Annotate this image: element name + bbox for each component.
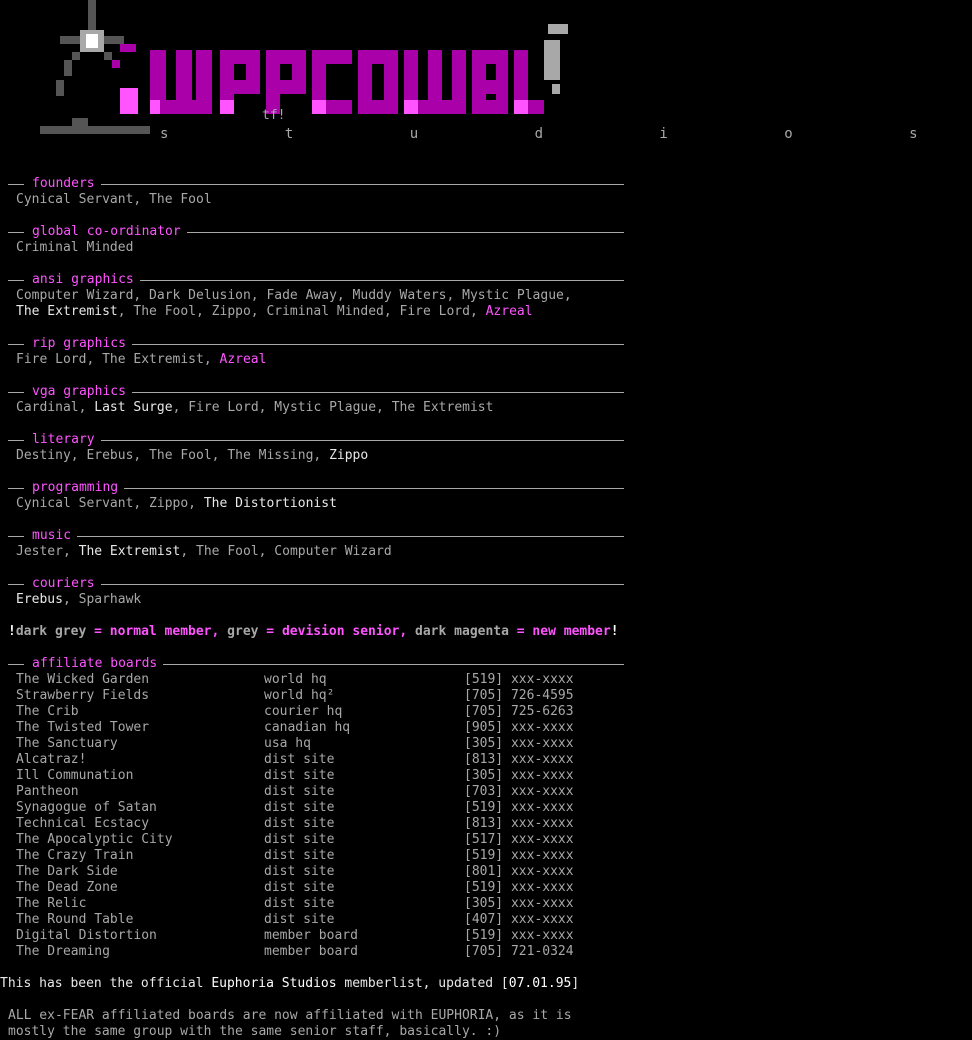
board-row bbox=[0, 848, 640, 864]
board-phone: [705] 726-4595 bbox=[464, 688, 574, 703]
board-phone: [519] xxx-xxxx bbox=[464, 672, 574, 687]
board-type: world hq bbox=[264, 672, 327, 687]
member-names: The Distortionist bbox=[203, 496, 337, 511]
board-row bbox=[0, 736, 640, 752]
board-type: dist site bbox=[264, 832, 335, 847]
board-phone: [519] xxx-xxxx bbox=[464, 800, 574, 815]
board-name: The Twisted Tower bbox=[16, 720, 150, 735]
board-type: dist site bbox=[264, 784, 335, 799]
footer-suffix: ] bbox=[571, 976, 580, 991]
section-title: rip graphics bbox=[32, 336, 132, 352]
member-line bbox=[0, 192, 640, 208]
footer-credit bbox=[0, 976, 579, 992]
board-row bbox=[0, 688, 640, 704]
member-line bbox=[0, 448, 640, 464]
member-line bbox=[0, 352, 640, 368]
section-title: ansi graphics bbox=[32, 272, 140, 288]
board-name: Pantheon bbox=[16, 784, 79, 799]
board-phone: [703] xxx-xxxx bbox=[464, 784, 574, 799]
section-title: affiliate boards bbox=[32, 656, 163, 672]
header-rule-right bbox=[32, 184, 624, 185]
board-type: dist site bbox=[264, 848, 335, 863]
header-rule-left bbox=[8, 344, 24, 345]
section-music bbox=[0, 528, 640, 560]
board-phone: [305] xxx-xxxx bbox=[464, 736, 574, 751]
board-type: dist site bbox=[264, 880, 335, 895]
section-header bbox=[0, 176, 640, 192]
board-name: Synagogue of Satan bbox=[16, 800, 157, 815]
legend-eq-senior: = devision senior, bbox=[258, 624, 416, 639]
section-header bbox=[0, 384, 640, 400]
board-name: The Dark Side bbox=[16, 864, 118, 879]
header-rule-right bbox=[32, 536, 624, 537]
board-type: canadian hq bbox=[264, 720, 351, 735]
board-type: dist site bbox=[264, 816, 335, 831]
board-phone: [519] xxx-xxxx bbox=[464, 880, 574, 895]
header-rule-left bbox=[8, 488, 24, 489]
board-name: The Wicked Garden bbox=[16, 672, 150, 687]
member-names: Erebus bbox=[16, 592, 63, 607]
legend-open: ! bbox=[8, 624, 16, 639]
legend-dark-magenta: dark magenta bbox=[415, 624, 509, 639]
member-line bbox=[0, 304, 640, 320]
board-phone: [519] xxx-xxxx bbox=[464, 848, 574, 863]
section-rip-graphics bbox=[0, 336, 640, 368]
section-header bbox=[0, 576, 640, 592]
board-name: Technical Ecstacy bbox=[16, 816, 150, 831]
board-row bbox=[0, 928, 640, 944]
member-names: The Extremist bbox=[78, 544, 181, 559]
board-phone: [517] xxx-xxxx bbox=[464, 832, 574, 847]
board-row bbox=[0, 704, 640, 720]
board-phone: [905] xxx-xxxx bbox=[464, 720, 574, 735]
member-names: Computer Wizard, Dark Delusion, Fade Away, Muddy Waters, Mystic Plague, bbox=[16, 288, 572, 303]
member-line bbox=[0, 592, 640, 608]
board-type: dist site bbox=[264, 752, 335, 767]
section-title: global co-ordinator bbox=[32, 224, 187, 240]
board-row bbox=[0, 864, 640, 880]
board-name: The Dreaming bbox=[16, 944, 110, 959]
footer-prefix: This has been the official bbox=[0, 976, 212, 991]
member-names: , The Fool, Computer Wizard bbox=[180, 544, 392, 559]
board-name: Strawberry Fields bbox=[16, 688, 150, 703]
section-title: founders bbox=[32, 176, 101, 192]
member-names: Cardinal, bbox=[16, 400, 95, 415]
board-row bbox=[0, 880, 640, 896]
section-header bbox=[0, 272, 640, 288]
section-title: vga graphics bbox=[32, 384, 132, 400]
section-title: couriers bbox=[32, 576, 101, 592]
board-type: dist site bbox=[264, 912, 335, 927]
legend-eq-new: = new member bbox=[508, 624, 611, 639]
section-title: literary bbox=[32, 432, 101, 448]
board-row bbox=[0, 896, 640, 912]
board-phone: [813] xxx-xxxx bbox=[464, 816, 574, 831]
board-row bbox=[0, 720, 640, 736]
board-type: dist site bbox=[264, 768, 335, 783]
legend-grey: grey bbox=[227, 624, 259, 639]
board-phone: [705] 721-0324 bbox=[464, 944, 574, 959]
board-row bbox=[0, 816, 640, 832]
board-name: Digital Distortion bbox=[16, 928, 157, 943]
section-couriers bbox=[0, 576, 640, 608]
header-rule-left bbox=[8, 232, 24, 233]
board-type: courier hq bbox=[264, 704, 343, 719]
board-name: The Crazy Train bbox=[16, 848, 134, 863]
member-names: Criminal Minded bbox=[16, 240, 134, 255]
member-names: Cynical Servant, Zippo, bbox=[16, 496, 204, 511]
section-vga-graphics bbox=[0, 384, 640, 416]
member-line bbox=[0, 544, 640, 560]
affiliate-boards bbox=[0, 656, 640, 960]
board-row bbox=[0, 944, 640, 960]
footer-note-line: ALL ex-FEAR affiliated boards are now affiliated with EUPHORIA, as it is bbox=[8, 1008, 572, 1023]
board-type: dist site bbox=[264, 896, 335, 911]
board-type: world hq² bbox=[264, 688, 335, 703]
logo-subtitle: s t u d i o s bbox=[160, 126, 972, 142]
board-phone: [813] xxx-xxxx bbox=[464, 752, 574, 767]
header-rule-right bbox=[32, 584, 624, 585]
member-names: Azreal bbox=[485, 304, 533, 319]
board-type: member board bbox=[264, 944, 358, 959]
board-name: The Relic bbox=[16, 896, 87, 911]
board-name: The Crib bbox=[16, 704, 79, 719]
legend-dark-grey: dark grey bbox=[15, 624, 87, 639]
member-line bbox=[0, 288, 640, 304]
member-names: Last Surge bbox=[94, 400, 173, 415]
member-line bbox=[0, 240, 640, 256]
board-row bbox=[0, 800, 640, 816]
header-rule-left bbox=[8, 664, 24, 665]
footer-group: Euphoria Studios bbox=[211, 976, 337, 991]
footer-date: 07.01.95 bbox=[508, 976, 572, 991]
section-title: programming bbox=[32, 480, 124, 496]
member-names: Cynical Servant, The Fool bbox=[16, 192, 212, 207]
section-header bbox=[0, 336, 640, 352]
footer-middle: memberlist, updated [ bbox=[336, 976, 509, 991]
board-row bbox=[0, 784, 640, 800]
section-header bbox=[0, 656, 640, 672]
header-rule-left bbox=[8, 280, 24, 281]
board-row bbox=[0, 768, 640, 784]
member-line bbox=[0, 496, 640, 512]
board-name: The Sanctuary bbox=[16, 736, 118, 751]
board-name: The Round Table bbox=[16, 912, 134, 927]
member-names: Zippo bbox=[329, 448, 369, 463]
board-row bbox=[0, 752, 640, 768]
legend-close: ! bbox=[610, 624, 619, 639]
section-title: music bbox=[32, 528, 77, 544]
member-names: Fire Lord, The Extremist, bbox=[16, 352, 220, 367]
section-header bbox=[0, 224, 640, 240]
euphoria-logo bbox=[0, 0, 640, 170]
header-rule-left bbox=[8, 536, 24, 537]
board-row bbox=[0, 672, 640, 688]
section-header bbox=[0, 528, 640, 544]
footer-note-line: mostly the same group with the same senior staff, basically. :) bbox=[8, 1024, 502, 1039]
header-rule-left bbox=[8, 440, 24, 441]
board-type: dist site bbox=[264, 864, 335, 879]
board-name: Ill Communation bbox=[16, 768, 134, 783]
logo-sparkle-icon bbox=[56, 0, 136, 96]
board-row bbox=[0, 832, 640, 848]
member-names: , Fire Lord, Mystic Plague, The Extremist bbox=[172, 400, 494, 415]
member-names: , The Fool, Zippo, Criminal Minded, Fire Lord, bbox=[117, 304, 486, 319]
logo-wordmark bbox=[150, 50, 544, 114]
section-global-co-ordinator bbox=[0, 224, 640, 256]
board-phone: [705] 725-6263 bbox=[464, 704, 574, 719]
board-list bbox=[0, 672, 640, 960]
member-names: Jester, bbox=[16, 544, 79, 559]
member-names: The Extremist bbox=[16, 304, 118, 319]
header-rule-left bbox=[8, 184, 24, 185]
section-ansi-graphics bbox=[0, 272, 640, 320]
board-phone: [407] xxx-xxxx bbox=[464, 912, 574, 927]
board-row bbox=[0, 912, 640, 928]
section-header bbox=[0, 480, 640, 496]
board-name: Alcatraz! bbox=[16, 752, 87, 767]
member-names: , Sparhawk bbox=[62, 592, 142, 607]
section-literary bbox=[0, 432, 640, 464]
board-type: dist site bbox=[264, 800, 335, 815]
member-line bbox=[0, 400, 640, 416]
member-names: Destiny, Erebus, The Fool, The Missing, bbox=[16, 448, 330, 463]
color-legend bbox=[8, 624, 619, 640]
legend-eq-normal: = normal member, bbox=[86, 624, 228, 639]
board-phone: [801] xxx-xxxx bbox=[464, 864, 574, 879]
section-header bbox=[0, 432, 640, 448]
board-phone: [305] xxx-xxxx bbox=[464, 896, 574, 911]
logo-tagline: tf! bbox=[262, 108, 286, 123]
board-name: The Apocalyptic City bbox=[16, 832, 173, 847]
section-founders bbox=[0, 176, 640, 208]
board-type: member board bbox=[264, 928, 358, 943]
board-name: The Dead Zone bbox=[16, 880, 118, 895]
member-names: Azreal bbox=[219, 352, 267, 367]
board-phone: [305] xxx-xxxx bbox=[464, 768, 574, 783]
header-rule-left bbox=[8, 584, 24, 585]
footer-note bbox=[8, 1008, 572, 1040]
section-programming bbox=[0, 480, 640, 512]
header-rule-left bbox=[8, 392, 24, 393]
board-phone: [519] xxx-xxxx bbox=[464, 928, 574, 943]
header-rule-right bbox=[32, 440, 624, 441]
board-type: usa hq bbox=[264, 736, 311, 751]
